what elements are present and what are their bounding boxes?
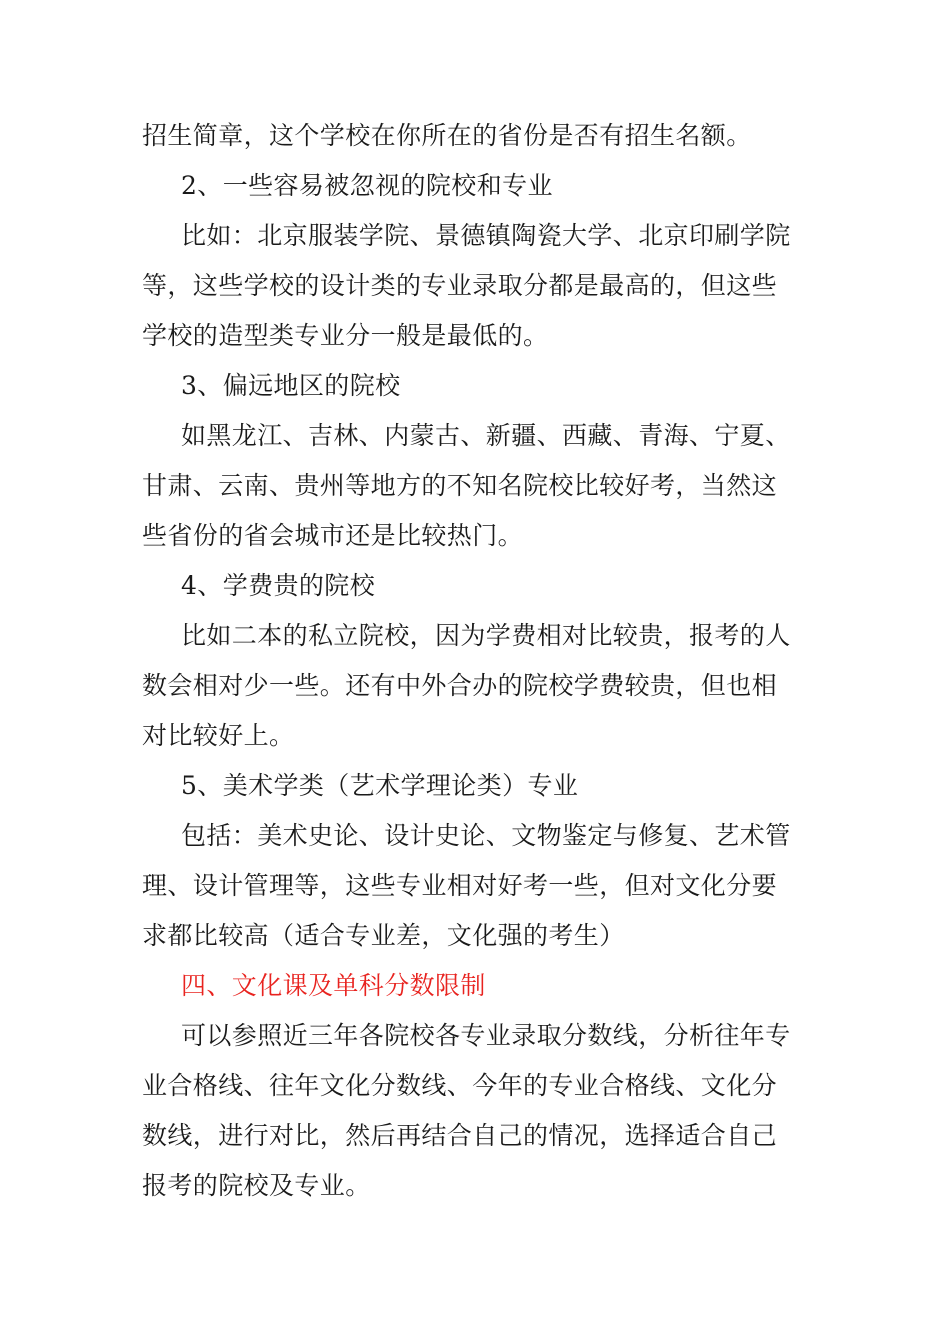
paragraph-line: 数会相对少一些。还有中外合办的院校学费较贵，但也相 <box>142 671 778 700</box>
paragraph-line: 数线，进行对比，然后再结合自己的情况，选择适合自己 <box>142 1121 778 1150</box>
section-item-heading: 4、学费贵的院校 <box>181 571 376 600</box>
paragraph-line: 对比较好上。 <box>142 721 295 750</box>
paragraph-line: 比如：北京服装学院、景德镇陶瓷大学、北京印刷学院 <box>181 221 791 250</box>
paragraph-line: 比如二本的私立院校，因为学费相对比较贵，报考的人 <box>181 621 791 650</box>
paragraph-line: 包括：美术史论、设计史论、文物鉴定与修复、艺术管 <box>181 821 791 850</box>
paragraph-line: 求都比较高（适合专业差，文化强的考生） <box>142 921 625 950</box>
paragraph-line: 招生简章，这个学校在你所在的省份是否有招生名额。 <box>142 121 752 150</box>
paragraph-line: 等，这些学校的设计类的专业录取分都是最高的，但这些 <box>142 271 778 300</box>
section-item-heading: 5、美术学类（艺术学理论类）专业 <box>181 771 579 800</box>
section-item-heading: 3、偏远地区的院校 <box>181 371 401 400</box>
paragraph-line: 些省份的省会城市还是比较热门。 <box>142 521 524 550</box>
paragraph-line: 甘肃、云南、贵州等地方的不知名院校比较好考，当然这 <box>142 471 778 500</box>
paragraph-line: 报考的院校及专业。 <box>142 1171 371 1200</box>
section-heading: 四、文化课及单科分数限制 <box>181 971 486 1000</box>
paragraph-line: 理、设计管理等，这些专业相对好考一些，但对文化分要 <box>142 871 778 900</box>
paragraph-line: 如黑龙江、吉林、内蒙古、新疆、西藏、青海、宁夏、 <box>181 421 791 450</box>
paragraph-line: 学校的造型类专业分一般是最低的。 <box>142 321 549 350</box>
paragraph-line: 可以参照近三年各院校各专业录取分数线，分析往年专 <box>181 1021 791 1050</box>
section-item-heading: 2、一些容易被忽视的院校和专业 <box>181 171 553 200</box>
paragraph-line: 业合格线、往年文化分数线、今年的专业合格线、文化分 <box>142 1071 778 1100</box>
